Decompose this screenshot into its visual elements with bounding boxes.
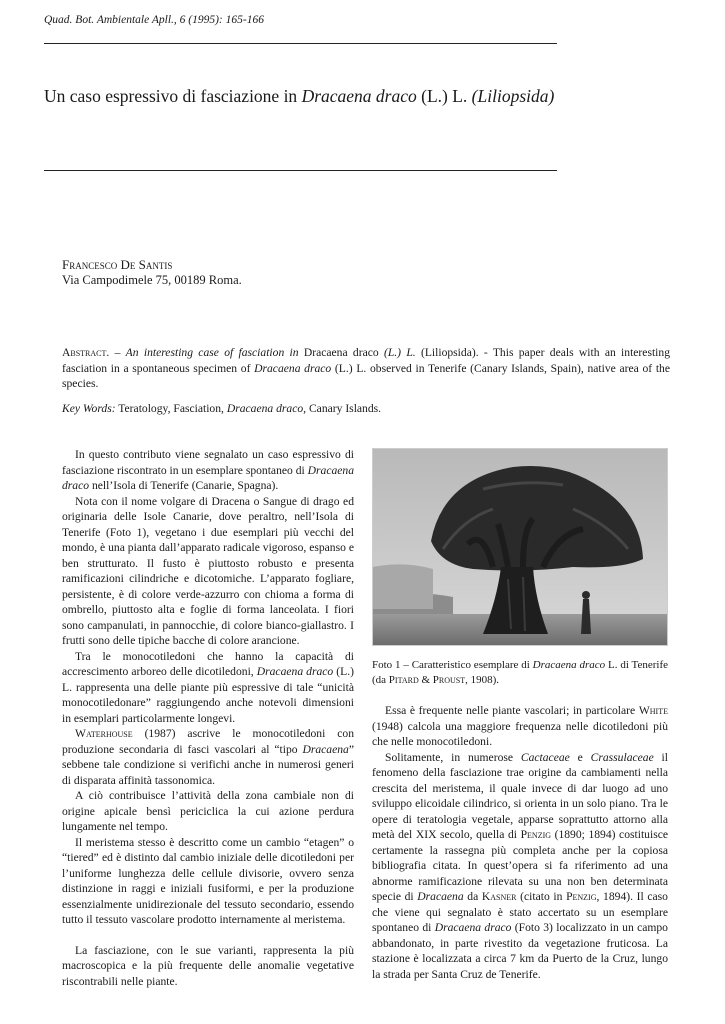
journal-reference: Quad. Bot. Ambientale Apll., 6 (1995): 165-166 <box>44 14 264 26</box>
abstract: Abstract. – An interesting case of fasciation in Dracaena draco (L.) L. (Liliopsida). - This paper deals with an interesting fasciation in a spontaneous specimen of Dracaena draco (L.) L. observed in Tenerife (Canary Islands, Spain), native area of the species. <box>62 346 670 390</box>
right-column <box>372 703 668 982</box>
paragraph: Solitamente, in numerose Cactaceae e Crassulaceae il fenomeno della fasciazione trae origine da cambiamenti nella crescita del meristema, il quale invece di dar luogo ad uno sviluppo elicoidale cilindrico, si orienta in un solo piano. Tra le opere di teratologia vegetale, apparse soprattutto attorno alla metà del XIX secolo, quella di Penzig (1890; 1894) costituisce certamente la rassegna più completa anche per la copiosa bibliografia citata. In quest’opera si fa riferimento ad una abnorme ramificazione rilevata su una non ben determinata specie di Dracaena da Kasner (citato in Penzig, 1894). Il caso che viene qui segnalato è stato accertato su un esemplare spontaneo di Dracaena draco (Foto 3) localizzato in un campo abbandonato, in parte rivestito da vegetazione fruticosa. La stazione è localizzata a circa 7 km da Puerto de la Cruz, lungo la strada per Santa Cruz de Tenerife. <box>372 750 669 981</box>
paragraph: Waterhouse (1987) ascrive le monocotiledoni con produzione secondaria di fasci vascolari al “tipo Dracaena” sebbene tale condizione si verifichi anche in numerosi generi di disparata affinità tassonomica. <box>62 727 354 787</box>
photo-dragon-tree <box>372 448 668 646</box>
left-column <box>62 447 354 989</box>
paragraph: Il meristema stesso è descritto come un cambio “etagen” o “tiered” ed è distinto dal cambio iniziale delle dicotiledoni per l’uniforme lunghezza delle cellule divisorie, ovvero senza distinzione in raggi e iniziali fusiformi, e per la produzione essenzialmente unidirezionale del tessuto secondario, essendo tutto il tessuto vascolare prodotto internamente al meristema. <box>62 835 354 926</box>
paragraph: In questo contributo viene segnalato un caso espressivo di fasciazione riscontrato in un esemplare spontaneo di Dracaena draco nell’Isola di Tenerife (Canarie, Spagna). <box>62 448 355 492</box>
article-title: Un caso espressivo di fasciazione in Dracaena draco (L.) L. (Liliopsida) <box>44 86 555 106</box>
paragraph: La fasciazione, con le sue varianti, rappresenta la più macroscopica e la più frequente delle anomalie vegetative riscontrabili nelle piante. <box>62 943 354 988</box>
key-words: Key Words: Teratology, Fasciation, Dracaena draco, Canary Islands. <box>62 402 382 415</box>
author-name: Francesco De Santis <box>62 257 173 272</box>
dragon-tree-image <box>373 449 667 645</box>
paragraph: Essa è frequente nelle piante vascolari; in particolare White (1948) calcola una maggiore frequenza nelle dicotiledoni più che nelle monocotiledoni. <box>372 704 668 748</box>
paragraph: A ciò contribuisce l’attività della zona cambiale non di origine apicale bensì periciclica la cui azione perdura lungamente nel tempo. <box>62 789 354 833</box>
paragraph: Tra le monocotiledoni che hanno la capacità di accrescimento arboreo delle dicotiledoni, Dracaena draco (L.) L. rappresenta una delle piante più espressive di tale “unicità monocotiledonare” raggiungendo anche notevoli dimensioni in esemplari particolarmente longevi. <box>62 649 354 725</box>
title-rule <box>44 170 557 171</box>
top-rule <box>44 43 557 44</box>
photo-caption: Foto 1 – Caratteristico esemplare di Dracaena draco L. di Tenerife (da Pitard & Proust, 1908). <box>372 659 668 686</box>
author-address: Via Campodimele 75, 00189 Roma. <box>62 273 242 287</box>
paragraph: Nota con il nome volgare di Dracena o Sangue di drago ed originaria delle Isole Canarie, dove peraltro, nell’Isola di Tenerife (Foto 1), vegetano i due esemplari più vecchi del mondo, è una pianta dall’apparato radicale vigoroso, espanso e ben strutturato. Il fusto è piuttosto robusto e presenta ramificazioni cilindriche e dicotomiche. L’apparato fogliare, persistente, è di colore verde-azzurro con chioma a forma di ombrello, piuttosto alta e foglie di forma lanceolata. I fiori sono campanulati, in pannocchie, di colore bianco-giallastro. I frutti sono delle tipiche bacche di colore arancione. <box>62 494 354 647</box>
